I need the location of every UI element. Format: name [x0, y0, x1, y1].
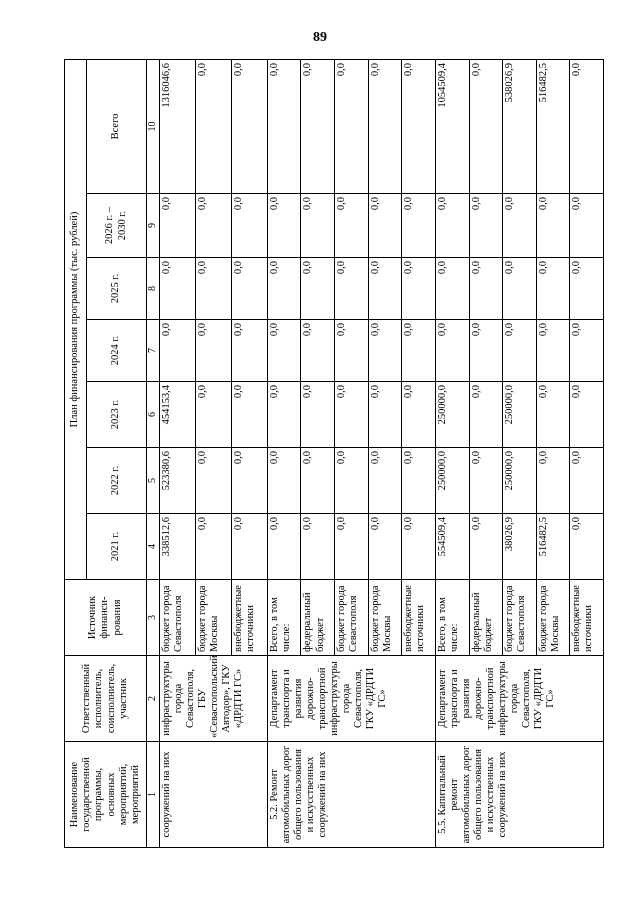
value-cell: 0,0: [195, 382, 231, 448]
value-cell: 0,0: [159, 194, 195, 258]
value-cell: 0,0: [536, 448, 570, 514]
rotated-table-area: [64, 60, 604, 848]
value-cell: 0,0: [267, 320, 301, 382]
value-cell: 0,0: [435, 194, 469, 258]
funding-source: Всего, в том числе:: [435, 580, 469, 656]
value-cell: 0,0: [159, 320, 195, 382]
funding-source: бюджет города Севастополя: [335, 580, 369, 656]
funding-source: внебюджетные источники: [231, 580, 267, 656]
value-cell: 0,0: [335, 320, 369, 382]
total-cell: 1054509,4: [435, 60, 469, 194]
value-cell: 0,0: [570, 514, 604, 580]
value-cell: 0,0: [435, 320, 469, 382]
value-cell: 0,0: [195, 320, 231, 382]
funding-source: внебюджетные источники: [402, 580, 436, 656]
value-cell: 0,0: [195, 194, 231, 258]
total-cell: 0,0: [195, 60, 231, 194]
value-cell: 0,0: [159, 258, 195, 320]
value-cell: 0,0: [503, 320, 537, 382]
value-cell: 0,0: [231, 320, 267, 382]
value-cell: 0,0: [503, 194, 537, 258]
funding-source: федеральный бюджет: [301, 580, 335, 656]
value-cell: 0,0: [368, 382, 402, 448]
funding-source: бюджет города Москвы: [368, 580, 402, 656]
value-cell: 554509,4: [435, 514, 469, 580]
value-cell: 0,0: [368, 514, 402, 580]
value-cell: 0,0: [536, 382, 570, 448]
column-index: 7: [147, 320, 160, 382]
value-cell: 0,0: [570, 194, 604, 258]
value-cell: 0,0: [301, 448, 335, 514]
value-cell: 0,0: [368, 258, 402, 320]
column-index: 1: [147, 742, 160, 848]
column-index: 8: [147, 258, 160, 320]
value-cell: 0,0: [469, 448, 503, 514]
value-cell: 454153,4: [159, 382, 195, 448]
value-cell: 338512,6: [159, 514, 195, 580]
measure-name: сооружений на них: [159, 742, 267, 848]
funding-source: Всего, в том числе:: [267, 580, 301, 656]
total-cell: 0,0: [469, 60, 503, 194]
measure-name: 5.5. Капитальный ремонт автомобильных дорог общего пользования и искусственных сооружений на них: [435, 742, 603, 848]
header-name: Наименование государственной программы, основных мероприятий, мероприятий: [65, 742, 147, 848]
header-year: 2026 г. – 2030 г.: [87, 194, 147, 258]
total-cell: 516482,5: [536, 60, 570, 194]
header-year: 2022 г.: [87, 448, 147, 514]
value-cell: 0,0: [469, 258, 503, 320]
value-cell: 0,0: [469, 514, 503, 580]
executor-name: Департамент транспорта и развития дорожно-транспортной инфраструктуры города Севастополя, ГКУ «ДРДТИ ГС»: [435, 656, 603, 742]
value-cell: 0,0: [335, 382, 369, 448]
column-index: 10: [147, 60, 160, 194]
value-cell: 0,0: [231, 448, 267, 514]
value-cell: 38026,9: [503, 514, 537, 580]
value-cell: 0,0: [469, 382, 503, 448]
total-cell: 0,0: [335, 60, 369, 194]
value-cell: 0,0: [267, 448, 301, 514]
value-cell: 0,0: [368, 448, 402, 514]
total-cell: 1316046,6: [159, 60, 195, 194]
value-cell: 0,0: [195, 448, 231, 514]
value-cell: 0,0: [368, 320, 402, 382]
value-cell: 0,0: [231, 258, 267, 320]
table-row: [159, 60, 195, 848]
column-index: 6: [147, 382, 160, 448]
total-cell: 0,0: [267, 60, 301, 194]
table-body: [159, 60, 604, 848]
funding-source: бюджет города Москвы: [195, 580, 231, 656]
page-number: 89: [313, 30, 327, 45]
value-cell: 0,0: [195, 258, 231, 320]
value-cell: 516482,5: [536, 514, 570, 580]
value-cell: 0,0: [402, 448, 436, 514]
total-cell: 0,0: [231, 60, 267, 194]
value-cell: 0,0: [368, 194, 402, 258]
value-cell: 250000,0: [503, 382, 537, 448]
column-index: 3: [147, 580, 160, 656]
total-cell: 0,0: [570, 60, 604, 194]
value-cell: 250000,0: [503, 448, 537, 514]
header-year: 2024 г.: [87, 320, 147, 382]
value-cell: 0,0: [301, 382, 335, 448]
value-cell: 0,0: [402, 194, 436, 258]
header-plan: План финансирования программы (тыс. рублей): [65, 60, 87, 580]
funding-source: внебюджетные источники: [570, 580, 604, 656]
executor-name: инфраструктуры города Севастополя, ГБУ «Севастопольский Автодор», ГКУ «ДРДТИ ГС»: [159, 656, 267, 742]
value-cell: 0,0: [402, 514, 436, 580]
header-year: 2025 г.: [87, 258, 147, 320]
value-cell: 0,0: [267, 258, 301, 320]
total-cell: 0,0: [402, 60, 436, 194]
value-cell: 0,0: [231, 514, 267, 580]
value-cell: 0,0: [402, 320, 436, 382]
table-row: [435, 60, 469, 848]
value-cell: 0,0: [402, 258, 436, 320]
measure-name: 5.2. Ремонт автомобильных дорог общего пользования и искусственных сооружений на них: [267, 742, 435, 848]
value-cell: 0,0: [301, 514, 335, 580]
value-cell: 0,0: [536, 194, 570, 258]
value-cell: 0,0: [301, 194, 335, 258]
value-cell: 0,0: [570, 382, 604, 448]
value-cell: 0,0: [469, 194, 503, 258]
value-cell: 0,0: [469, 320, 503, 382]
header-executor: Ответственный исполнитель, соисполнитель, участник: [65, 656, 147, 742]
value-cell: 0,0: [402, 382, 436, 448]
value-cell: 523380,6: [159, 448, 195, 514]
value-cell: 0,0: [231, 194, 267, 258]
value-cell: 0,0: [570, 320, 604, 382]
column-index: 5: [147, 448, 160, 514]
funding-source: бюджет города Москвы: [536, 580, 570, 656]
column-index: 4: [147, 514, 160, 580]
total-cell: 0,0: [368, 60, 402, 194]
value-cell: 0,0: [570, 258, 604, 320]
funding-source: бюджет города Севастополя: [159, 580, 195, 656]
value-cell: 0,0: [301, 258, 335, 320]
value-cell: 0,0: [335, 258, 369, 320]
funding-source: федеральный бюджет: [469, 580, 503, 656]
value-cell: 0,0: [435, 258, 469, 320]
value-cell: 0,0: [536, 320, 570, 382]
value-cell: 0,0: [231, 382, 267, 448]
value-cell: 0,0: [335, 514, 369, 580]
value-cell: 0,0: [267, 514, 301, 580]
header-year: 2023 г.: [87, 382, 147, 448]
value-cell: 0,0: [536, 258, 570, 320]
value-cell: 0,0: [570, 448, 604, 514]
value-cell: 0,0: [335, 194, 369, 258]
column-index: 9: [147, 194, 160, 258]
funding-source: бюджет города Севастополя: [503, 580, 537, 656]
value-cell: 250000,0: [435, 382, 469, 448]
value-cell: 0,0: [301, 320, 335, 382]
value-cell: 0,0: [503, 258, 537, 320]
column-index: 2: [147, 656, 160, 742]
value-cell: 0,0: [267, 194, 301, 258]
table-row: [267, 60, 301, 848]
value-cell: 0,0: [267, 382, 301, 448]
total-cell: 538026,9: [503, 60, 537, 194]
value-cell: 0,0: [335, 448, 369, 514]
value-cell: 0,0: [195, 514, 231, 580]
financing-table: [64, 59, 604, 848]
header-year: 2021 г.: [87, 514, 147, 580]
executor-name: Департамент транспорта и развития дорожно-транспортной инфраструктуры города Севастополя, ГКУ «ДРДТИ ГС»: [267, 656, 435, 742]
total-cell: 0,0: [301, 60, 335, 194]
header-source: Источник финанси-рования: [65, 580, 147, 656]
header-total: Всего: [87, 60, 147, 194]
value-cell: 250000,0: [435, 448, 469, 514]
